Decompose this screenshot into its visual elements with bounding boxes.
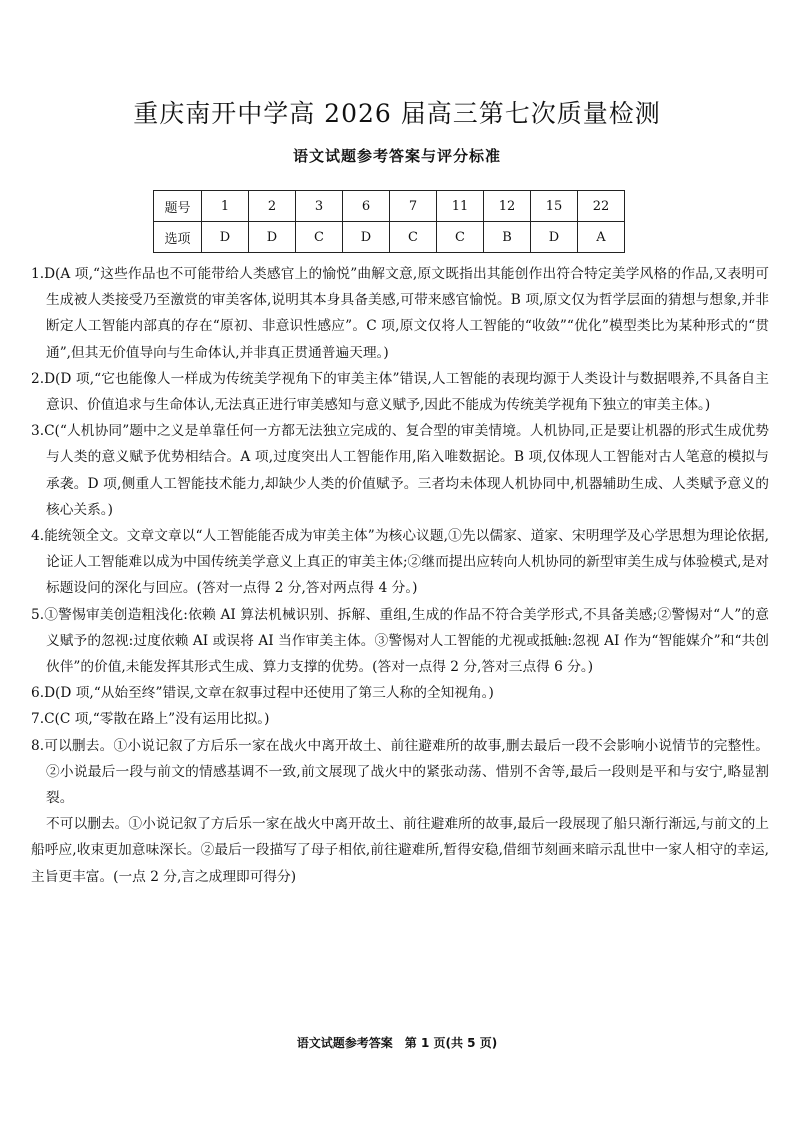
question-number-cell: 11	[437, 191, 484, 222]
question-number-cell: 15	[531, 191, 578, 222]
item-number: 1.	[31, 266, 45, 282]
item-text: ①警惕审美创造粗浅化:依赖 AI 算法机械识别、拆解、重组,生成的作品不符合美学形式,不具备美感;②警惕对“人”的意义赋予的忽视:过度依赖 AI 或误将 AI 当作审美主体。③警惕对人工智能的尤视或抵触:忽视 AI 作为“智能媒介”和“共创伙伴”的价值,未能发挥其形式生成、算力支撑的优势。(答对一点得 2 分,答对三点得 6 分。)	[44, 606, 769, 676]
question-number-cell: 1	[202, 191, 249, 222]
item-text: 能统领全文。文章文章以“人工智能能否成为审美主体”为核心议题,①先以儒家、道家、宋明理学及心学思想为理论依据,论证人工智能难以成为中国传统美学意义上真正的审美主体;②继而提出应转向人机协同的新型审美生成与体验模式,是对标题设问的深化与回应。(答对一点得 2 分,答对两点得 4 分。)	[44, 528, 769, 597]
answer-item-2	[31, 366, 769, 418]
answer-cell: C	[390, 222, 437, 253]
answer-cell: D	[531, 222, 578, 253]
item-text: 可以删去。①小说记叙了方后乐一家在战火中离开故土、前往避难所的故事,删去最后一段不会影响小说情节的完整性。②小说最后一段与前文的情感基调不一致,前文展现了战火中的紧张动荡、惜别不舍等,最后一段则是平和与安宁,略显割裂。	[44, 737, 769, 807]
answer-item-5	[31, 602, 769, 681]
answer-item-6	[31, 680, 769, 706]
answer-cell: D	[249, 222, 296, 253]
answer-cell: C	[437, 222, 484, 253]
item-text: C(“人机协同”题中之义是单靠任何一方都无法独立完成的、复合型的审美情境。人机协同,正是要让机器的形式生成优势与人类的意义赋予优势相结合。A 项,过度突出人工智能作用,陷入唯数据论。B 项,仅体现人工智能对古人笔意的模拟与承袭。D 项,侧重人工智能技术能力,却缺少人类的价值赋予。三者均未体现人机协同中,机器辅助生成、人类赋予意义的核心关系。)	[44, 423, 769, 518]
answer-cell: B	[484, 222, 531, 253]
answer-cell: A	[578, 222, 625, 253]
row-label-question: 题号	[154, 191, 202, 222]
answer-table	[153, 190, 625, 253]
question-number-cell: 7	[390, 191, 437, 222]
page-title: 重庆南开中学高 2026 届高三第七次质量检测	[133, 99, 661, 128]
page-subtitle: 语文试题参考答案与评分标准	[292, 147, 501, 165]
item-number: 5.	[31, 606, 45, 623]
answer-item-3	[31, 418, 769, 523]
item-text: D(A 项,“这些作品也不可能带给人类感官上的愉悦”曲解文意,原文既指出其能创作出符合特定美学风格的作品,又表明可生成被人类接受乃至激赏的审美客体,说明其本身具备美感,可带来感官愉悦。B 项,原文仅为哲学层面的猜想与想象,并非断定人工智能内部真的存在“原初、非意识性感应”。C 项,原文仅将人工智能的“收敛”“优化”模型类比为某种形式的“贯通”,但其无价值导向与生命体认,并非真正贯通普遍天理。)	[44, 266, 769, 361]
answer-item-7	[31, 706, 769, 732]
answer-cell: D	[343, 222, 390, 253]
item-number: 3.	[31, 423, 45, 440]
question-number-row	[154, 191, 625, 222]
answer-item-8-alternative: 不可以删去。①小说记叙了方后乐一家在战火中离开故土、前往避难所的故事,最后一段展现了船只渐行渐远,与前文的上船呼应,收束更加意味深长。②最后一段描写了母子相依,前往避难所,暂得安稳,借细节刻画来暗示乱世中一家人相守的幸运,主旨更丰富。(一点 2 分,言之成理即可得分)	[31, 816, 769, 885]
item-text: D(D 项,“从始至终”错误,文章在叙事过程中还使用了第三人称的全知视角。)	[44, 685, 494, 702]
question-number-cell: 2	[249, 191, 296, 222]
question-number-cell: 6	[343, 191, 390, 222]
item-number: 2.	[31, 370, 45, 387]
item-text: C(C 项,“零散在路上”没有运用比拟。)	[44, 711, 270, 728]
item-number: 8.	[31, 737, 45, 754]
question-number-cell: 12	[484, 191, 531, 222]
page-footer: 语文试题参考答案 第 1 页(共 5 页)	[296, 1036, 498, 1050]
item-text: D(D 项,“它也能像人一样成为传统美学视角下的审美主体”错误,人工智能的表现均源于人类设计与数据喂养,不具备自主意识、价值追求与生命体认,无法真正进行审美感知与意义赋予,因此不能成为传统美学视角下独立的审美主体。)	[44, 370, 769, 414]
answer-option-row	[154, 222, 625, 253]
answer-explanations	[31, 261, 769, 890]
item-number: 4.	[31, 528, 45, 545]
item-number: 7.	[31, 711, 45, 728]
answer-cell: C	[296, 222, 343, 253]
answer-cell: D	[202, 222, 249, 253]
answer-item-1	[31, 261, 769, 366]
question-number-cell: 22	[578, 191, 625, 222]
question-number-cell: 3	[296, 191, 343, 222]
answer-item-8	[31, 733, 769, 812]
item-number: 6.	[31, 685, 45, 702]
row-label-option: 选项	[154, 222, 202, 253]
answer-item-4	[31, 523, 769, 602]
